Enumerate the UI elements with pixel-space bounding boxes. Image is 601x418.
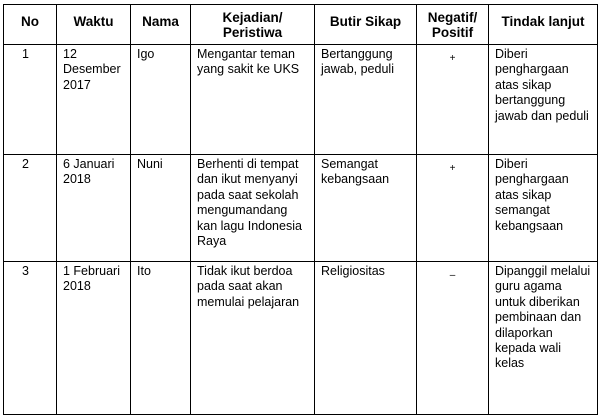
cell-tindak-lanjut: Diberi penghargaan atas sikap bertanggung jawab dan peduli: [489, 45, 598, 155]
header-kejadian: [191, 5, 315, 45]
cell-tindak-lanjut: Diberi penghargaan atas sikap semangat kebangsaan: [489, 155, 598, 262]
table-row: [4, 155, 598, 262]
header-butir-sikap: Butir Sikap: [315, 5, 417, 45]
cell-nama: Nuni: [131, 155, 191, 262]
cell-waktu: 6 Januari 2018: [57, 155, 131, 262]
cell-waktu: 12 Desember 2017: [57, 45, 131, 155]
cell-nama: Igo: [131, 45, 191, 155]
cell-no: 1: [4, 45, 57, 155]
header-kejadian-line1: Kejadian/: [222, 10, 283, 25]
attitude-journal-table: [3, 4, 598, 415]
cell-sign: +: [417, 155, 489, 262]
header-negatif: Negatif/: [427, 10, 478, 25]
cell-butir-sikap: Bertanggung jawab, peduli: [315, 45, 417, 155]
table-row: [4, 262, 598, 415]
cell-tindak-lanjut: Dipanggil melalui guru agama untuk diberikan pembinaan dan dilaporkan kepada wali kelas: [489, 262, 598, 415]
header-no: No: [4, 5, 57, 45]
cell-no: 3: [4, 262, 57, 415]
cell-kejadian: Berhenti di tempat dan ikut menyanyi pada saat sekolah mengumandang kan lagu Indonesia Raya: [191, 155, 315, 262]
header-tindak-lanjut: Tindak lanjut: [489, 5, 598, 45]
header-waktu: Waktu: [57, 5, 131, 45]
cell-kejadian: Mengantar teman yang sakit ke UKS: [191, 45, 315, 155]
cell-sign: +: [417, 45, 489, 155]
cell-kejadian: Tidak ikut berdoa pada saat akan memulai pelajaran: [191, 262, 315, 415]
cell-waktu: 1 Februari 2018: [57, 262, 131, 415]
cell-sign: –: [417, 262, 489, 415]
header-nama: Nama: [131, 5, 191, 45]
cell-no: 2: [4, 155, 57, 262]
header-positif: Positif: [431, 25, 474, 40]
cell-butir-sikap: Semangat kebangsaan: [315, 155, 417, 262]
table-row: [4, 45, 598, 155]
header-kejadian-line2: Peristiwa: [222, 25, 283, 40]
cell-nama: Ito: [131, 262, 191, 415]
cell-butir-sikap: Religiositas: [315, 262, 417, 415]
header-negatif-positif: [417, 5, 489, 45]
table-header-row: [4, 5, 598, 45]
